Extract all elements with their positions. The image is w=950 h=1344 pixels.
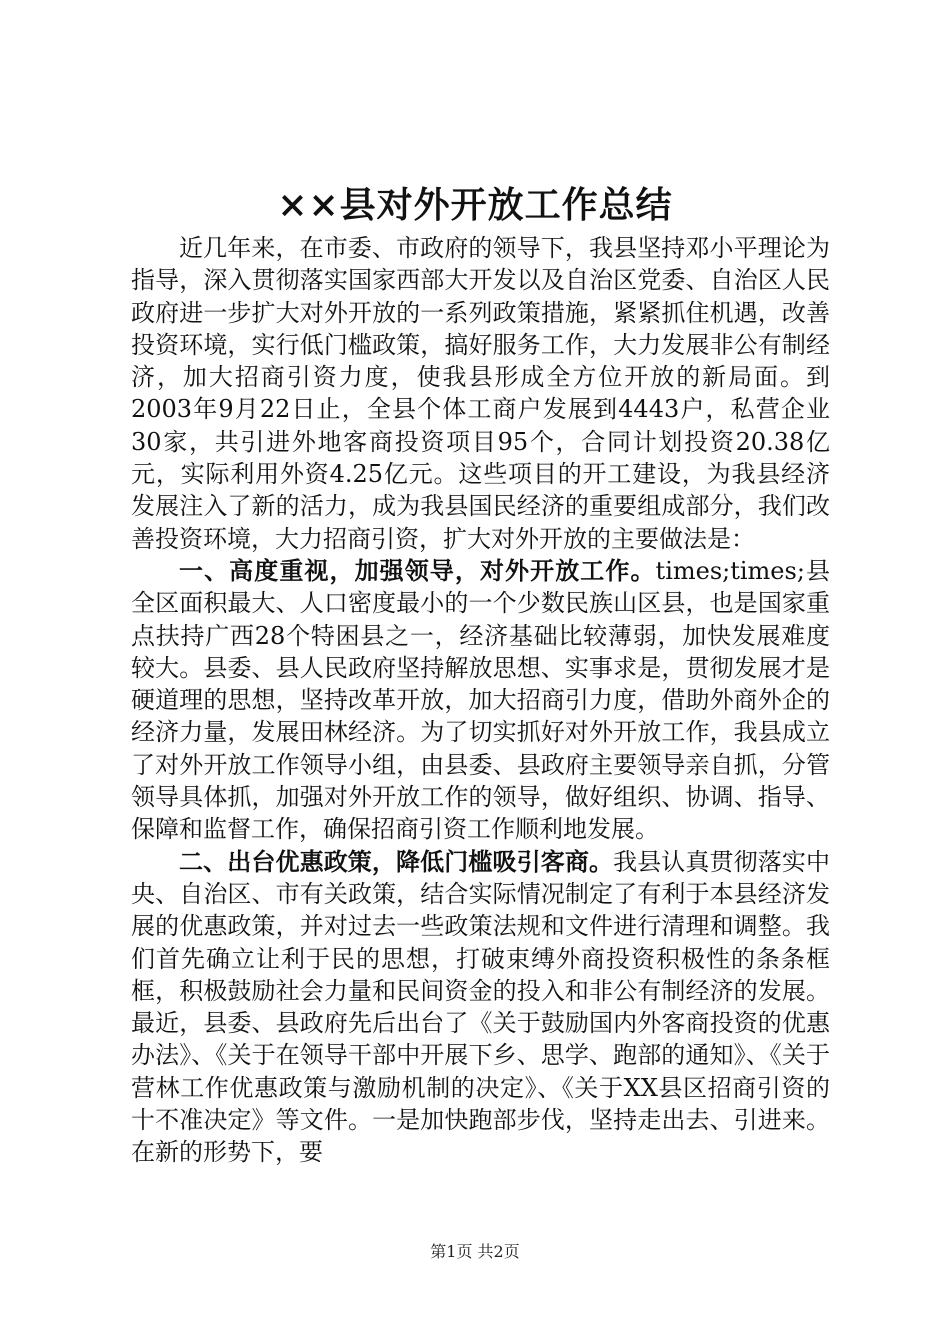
paragraph-text: times;times;县全区面积最大、人口密度最小的一个少数民族山区县，也是国家重点扶持广西28个特困县之一，经济基础比较薄弱，加快发展难度较大。县委、县人民政府坚持解放思想、实事求是，贯彻发展才是硬道理的思想，坚持改革开放，加大招商引力度，借助外商外企的经济力量，发展田林经济。为了切实抓好对外开放工作，我县成立了对外开放工作领导小组，由县委、县政府主要领导亲自抓，分管领导具体抓，加强对外开放工作的领导，做好组织、协调、指导、保障和监督工作，确保招商引资工作顺利地发展。 (131, 556, 830, 844)
document-title: ××县对外开放工作总结 (277, 184, 673, 226)
paragraph-section-2 (131, 846, 830, 1169)
paragraph-text: 近几年来，在市委、市政府的领导下，我县坚持邓小平理论为指导，深入贯彻落实国家西部大开发以及自治区党委、自治区人民政府进一步扩大对外开放的一系列政策措施，紧紧抓住机遇，改善投资环境，实行低门槛政策，搞好服务工作，大力发展非公有制经济，加大招商引资力度，使我县形成全方位开放的新局面。到2003年9月22日止，全县个体工商户发展到4443户，私营企业30家，共引进外地客商投资项目95个，合同计划投资20.38亿元，实际利用外资4.25亿元。这些项目的开工建设，为我县经济发展注入了新的活力，成为我县国民经济的重要组成部分，我们改善投资环境，大力招商引资，扩大对外开放的主要做法是： (131, 234, 830, 553)
page-number-footer: 第1页 共2页 (430, 1242, 520, 1261)
paragraph-intro (131, 232, 830, 555)
paragraph-text: 我县认真贯彻落实中央、自治区、市有关政策，结合实际情况制定了有利于本县经济发展的优惠政策，并对过去一些政策法规和文件进行清理和调整。我们首先确立让利于民的思想，打破束缚外商投资积极性的条条框框，积极鼓励社会力量和民间资金的投入和非公有制经济的发展。最近，县委、县政府先后出台了《关于鼓励国内外客商投资的优惠办法》、《关于在领导干部中开展下乡、思学、跑部的通知》、《关于营林工作优惠政策与激励机制的决定》、《关于XX县区招商引资的十不准决定》等文件。一是加快跑部步伐，坚持走出去、引进来。在新的形势下，要 (131, 847, 831, 1167)
paragraph-section-1 (131, 555, 830, 846)
section-heading: 二、出台优惠政策，降低门槛吸引客商。 (179, 846, 614, 876)
section-heading: 一、高度重视，加强领导，对外开放工作。 (179, 555, 656, 585)
document-body (131, 232, 830, 1169)
